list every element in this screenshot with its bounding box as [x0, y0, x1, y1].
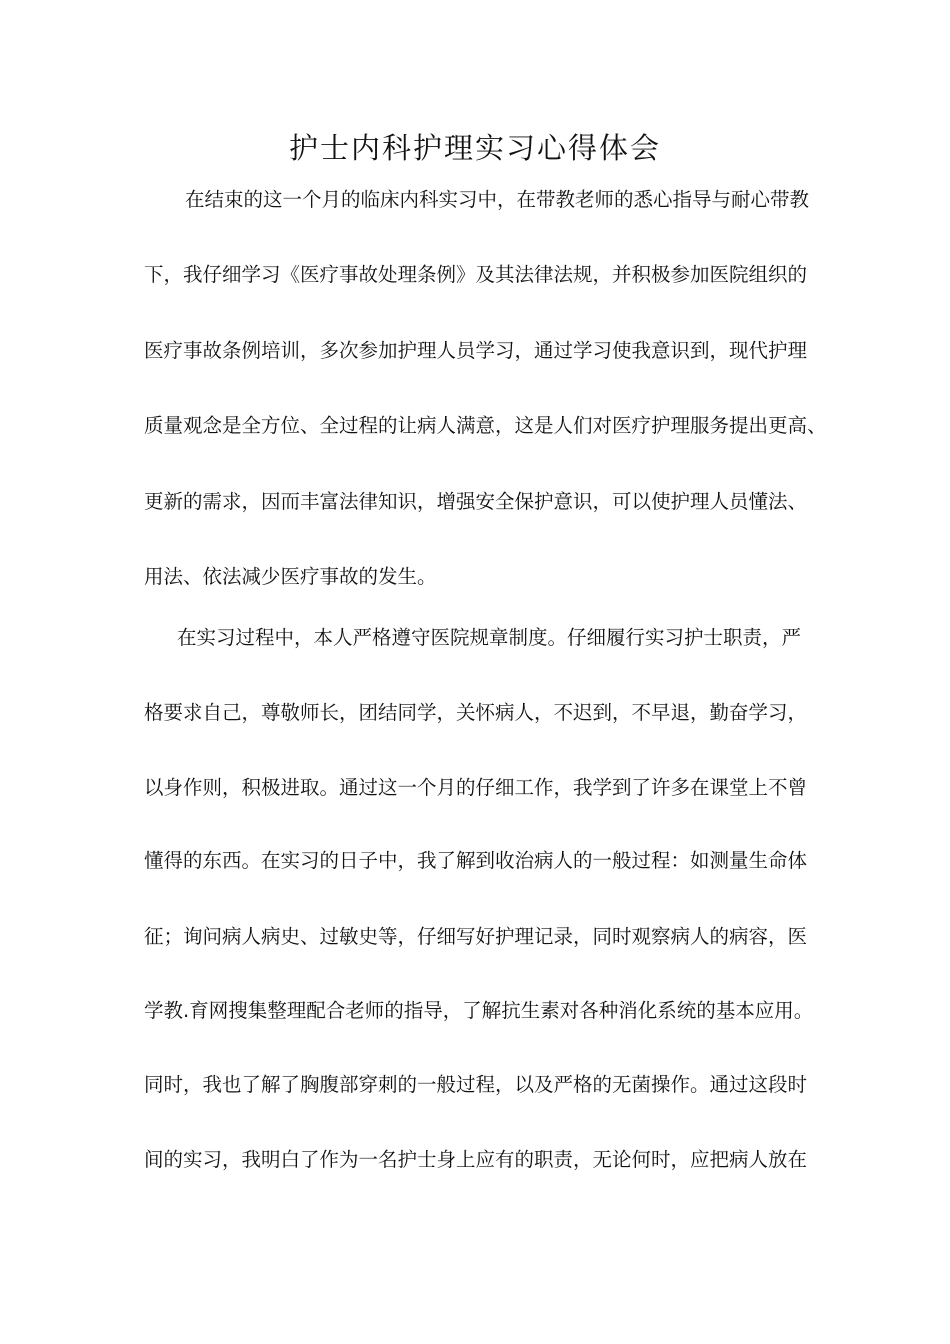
paragraph-2-line-2: 格要求自己，尊敬师长，团结同学，关怀病人，不迟到，不早退，勤奋学习， — [144, 701, 808, 724]
paragraph-1-line-5: 更新的需求，因而丰富法律知识，增强安全保护意识，可以使护理人员懂法、 — [144, 490, 808, 513]
paragraph-1-line-6: 用法、依法减少医疗事故的发生。 — [144, 565, 437, 588]
paragraph-2-line-7: 同时，我也了解了胸腹部穿刺的一般过程，以及严格的无菌操作。通过这段时 — [144, 1073, 808, 1096]
paragraph-1-line-4: 质量观念是全方位、全过程的让病人满意，这是人们对医疗护理服务提出更高、 — [144, 414, 827, 437]
paragraph-2-line-4: 懂得的东西。在实习的日子中，我了解到收治病人的一般过程：如测量生命体 — [144, 849, 808, 872]
paragraph-2-line-6: 学教.育网搜集整理配合老师的指导，了解抗生素对各种消化系统的基本应用。 — [144, 999, 814, 1022]
paragraph-2-line-3: 以身作则，积极进取。通过这一个月的仔细工作，我学到了许多在课堂上不曾 — [144, 776, 808, 799]
paragraph-1-line-1: 在结束的这一个月的临床内科实习中，在带教老师的悉心指导与耐心带教 — [185, 188, 810, 211]
paragraph-2-line-8: 间的实习，我明白了作为一名护士身上应有的职责，无论何时，应把病人放在 — [144, 1148, 808, 1171]
paragraph-2-line-5: 征；询问病人病史、过敏史等，仔细写好护理记录，同时观察病人的病容，医 — [144, 925, 808, 948]
paragraph-1-line-2: 下，我仔细学习《医疗事故处理条例》及其法律法规，并积极参加医院组织的 — [144, 263, 808, 286]
document-title: 护士内科护理实习心得体会 — [288, 131, 661, 165]
paragraph-1-line-3: 医疗事故条例培训，多次参加护理人员学习，通过学习使我意识到，现代护理 — [144, 339, 808, 362]
paragraph-2-line-1: 在实习过程中，本人严格遵守医院规章制度。仔细履行实习护士职责，严 — [177, 626, 802, 649]
